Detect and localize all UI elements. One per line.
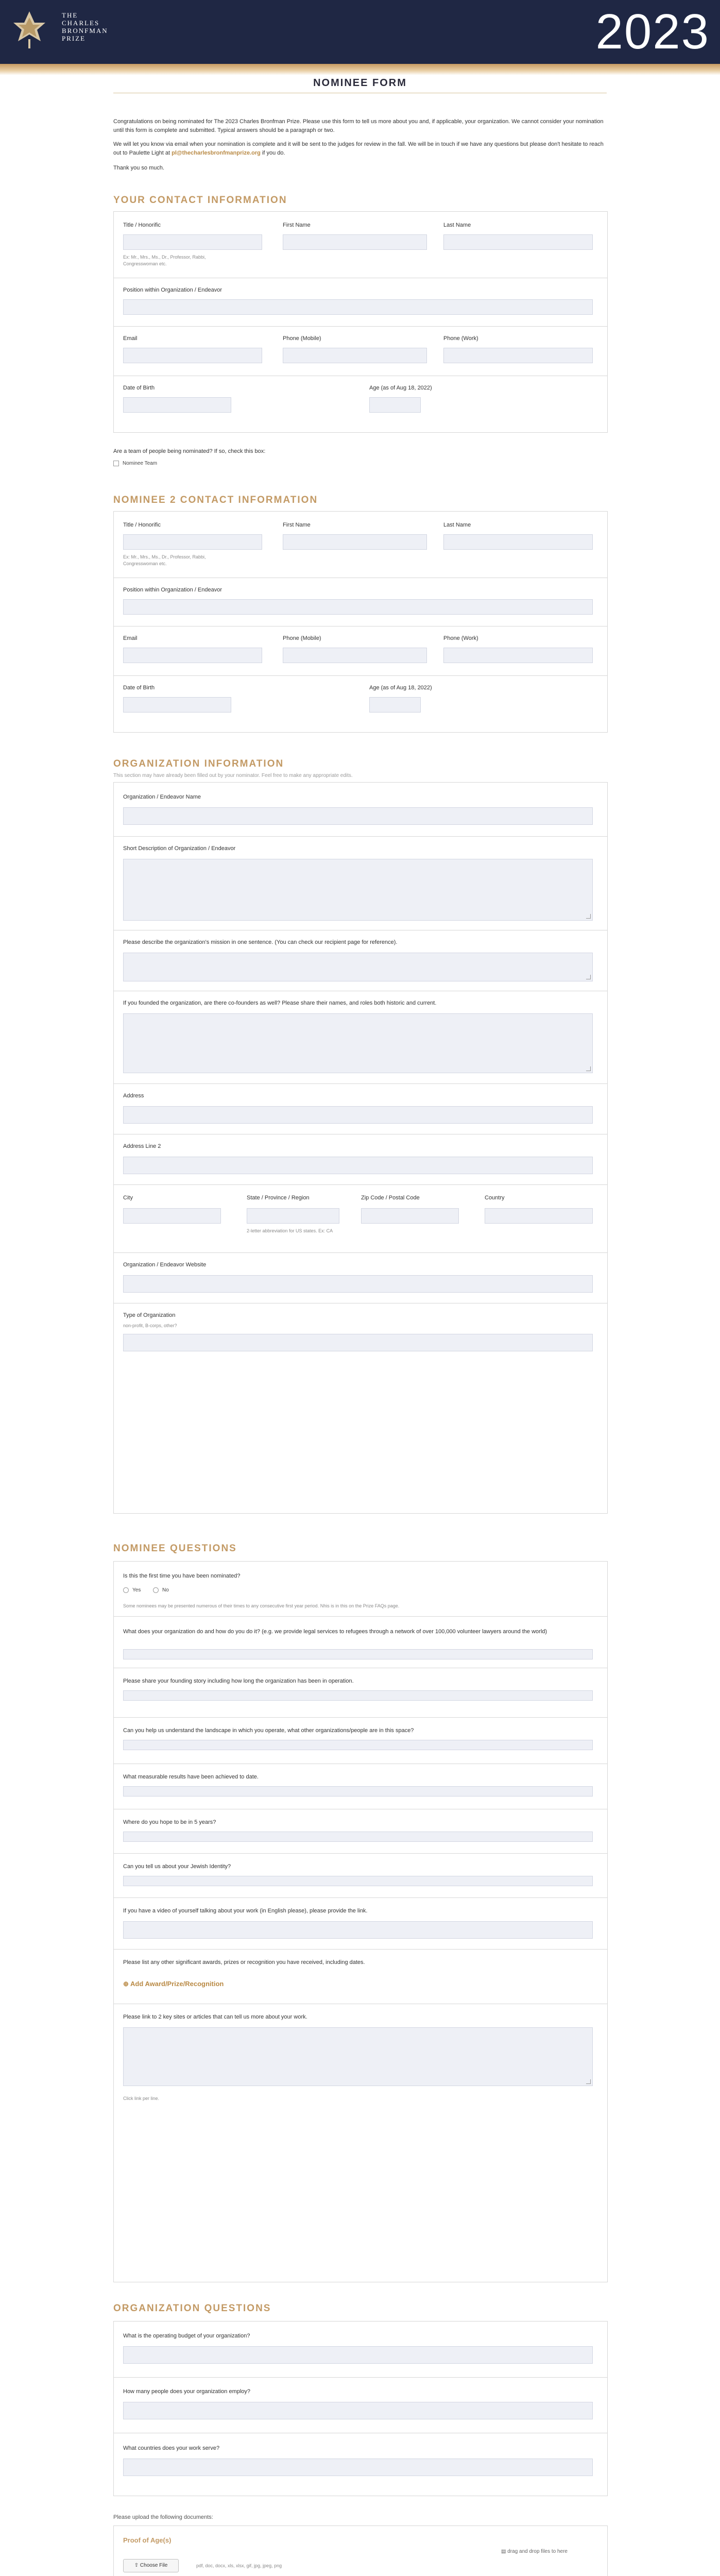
phone-work-label: Phone (Work) [443, 335, 478, 342]
site-header [0, 0, 720, 64]
q-work-label: What does your organization do and how do you do it? (e.g. we provide legal services to refugees through a network of over 100,000 volunteer lawyers around the world) [123, 1629, 547, 1635]
phone-work2-label: Phone (Work) [443, 635, 478, 641]
first-time-no-label: No [162, 1587, 169, 1593]
countries-label: What countries does your work serve? [123, 2445, 220, 2451]
choose-file-button[interactable]: ⇧ Choose File [123, 2559, 179, 2572]
org-name-input[interactable] [123, 807, 593, 825]
short-desc-label: Short Description of Organization / Endeavor [123, 845, 236, 852]
plus-circle-icon: ⊕ [123, 1980, 129, 1988]
title2-hint: Ex: Mr., Mrs., Ms., Dr., Professor, Rabbi, Congresswoman etc. [123, 554, 206, 566]
uploads-card [113, 2526, 608, 2576]
phone-mobile2-label: Phone (Mobile) [283, 635, 321, 641]
contact2-card [113, 511, 608, 733]
q-identity-input[interactable] [123, 1876, 593, 1886]
phone-work-input[interactable] [443, 348, 593, 363]
gold-banner [0, 64, 720, 75]
title2-input[interactable] [123, 534, 262, 550]
position2-input[interactable] [123, 599, 593, 615]
phone-mobile-label: Phone (Mobile) [283, 335, 321, 342]
first-time-hint: Some nominees may be presented numerous of their times to any consecutive first year period. Nhis is in this on the Prize FAQs page. [123, 1603, 400, 1608]
age-label: Age (as of Aug 18, 2022) [369, 385, 432, 391]
budget-label: What is the operating budget of your organization? [123, 2333, 250, 2339]
mission-label: Please describe the organization's mission in one sentence. (You can check our recipient page for reference). [123, 939, 398, 945]
section-contact: YOUR CONTACT INFORMATION [113, 195, 287, 206]
country-label: Country [485, 1195, 505, 1201]
team-option-label: Nominee Team [123, 461, 158, 466]
section-contact-2: NOMINEE 2 CONTACT INFORMATION [113, 495, 318, 505]
phone-mobile-input[interactable] [283, 348, 427, 363]
contact-card [113, 211, 608, 433]
address-label: Address [123, 1093, 144, 1099]
q-identity-label: Can you tell us about your Jewish Identity? [123, 1863, 231, 1870]
city-input[interactable] [123, 1208, 221, 1224]
address-input[interactable] [123, 1106, 593, 1124]
drag-drop-hint: ▤ drag and drop files to here [501, 2549, 568, 2554]
countries-input[interactable] [123, 2459, 593, 2476]
section-org-questions: ORGANIZATION QUESTIONS [113, 2303, 271, 2314]
city-label: City [123, 1195, 133, 1201]
file-types-hint: pdf, doc, docx, xls, xlsx, gif, jpg, jpeg, png [196, 2563, 282, 2568]
upload-label-proof-of-age: Proof of Age(s) [123, 2536, 172, 2544]
q-results-input[interactable] [123, 1786, 593, 1797]
dob-input[interactable] [123, 397, 231, 413]
questions-card [113, 1561, 608, 2282]
founders-textarea[interactable] [123, 1013, 593, 1073]
q-future-input[interactable] [123, 1832, 593, 1842]
org-questions-card [113, 2321, 608, 2496]
budget-input[interactable] [123, 2346, 593, 2364]
state-input[interactable] [247, 1208, 339, 1224]
website-input[interactable] [123, 1275, 593, 1293]
first-name2-input[interactable] [283, 534, 427, 550]
phone-mobile2-input[interactable] [283, 648, 427, 663]
page-title: NOMINEE FORM [313, 77, 407, 89]
dob-label: Date of Birth [123, 385, 155, 391]
upload-icon: ⇧ [134, 2563, 139, 2568]
star-logo-icon [12, 10, 46, 49]
phone-work2-input[interactable] [443, 648, 593, 663]
title-label: Title / Honorific [123, 222, 161, 228]
uploads-intro: Please upload the following documents: [113, 2514, 213, 2520]
short-desc-textarea[interactable] [123, 859, 593, 921]
year-title: 2023 [595, 4, 710, 59]
first-time-label: Is this the first time you have been nominated? [123, 1573, 241, 1579]
org-type-hint: non-profit, B-corps, other? [123, 1323, 177, 1328]
intro-paragraph-1: Congratulations on being nominated for The 2023 Charles Bronfman Prize. Please use this form to tell us more about you and, if applicable, your organization. We cannot consider your nomination until this form is complete and submitted. Typical answers should be a paragraph or two. [113, 118, 604, 133]
q-landscape-input[interactable] [123, 1740, 593, 1750]
q-work-input[interactable] [123, 1649, 593, 1659]
email-input[interactable] [123, 348, 262, 363]
add-award-button[interactable]: ⊕ Add Award/Prize/Recognition [123, 1980, 224, 1988]
first-time-no-radio[interactable] [153, 1587, 159, 1593]
org-card [113, 782, 608, 1514]
team-question: Are a team of people being nominated? If so, check this box: [113, 448, 266, 454]
title-input[interactable] [123, 234, 262, 250]
email-label: Email [123, 335, 138, 342]
q-links-textarea[interactable] [123, 2027, 593, 2086]
org-type-label: Type of Organization [123, 1312, 176, 1318]
zip-label: Zip Code / Postal Code [361, 1195, 420, 1201]
intro-paragraph-2: We will let you know via email when your nomination is complete and it will be sent to the judges for review in the fall. We will be in touch if we have any questions but please don't hesitate to reach out to Paulette Light at pl@thecharlesbronfmanprize.org if you do. [113, 141, 604, 156]
address2-label: Address Line 2 [123, 1143, 161, 1149]
logo-text: THE CHARLES BRONFMAN PRIZE [62, 11, 108, 42]
first-name2-label: First Name [283, 522, 311, 528]
folder-icon: ▤ [501, 2549, 506, 2554]
email2-input[interactable] [123, 648, 262, 663]
section-organization: ORGANIZATION INFORMATION [113, 758, 284, 769]
last-name2-label: Last Name [443, 522, 471, 528]
last-name-input[interactable] [443, 234, 593, 250]
dob2-label: Date of Birth [123, 685, 155, 691]
state-hint: 2-letter abbreviation for US states. Ex: CA [247, 1228, 333, 1233]
q-video-label: If you have a video of yourself talking about your work (in English please), please provide the link. [123, 1908, 368, 1914]
first-time-yes-radio[interactable] [123, 1587, 129, 1593]
q-links-label: Please link to 2 key sites or articles that can tell us more about your work. [123, 2014, 307, 2020]
q-links-hint: Click link per line. [123, 2096, 160, 2101]
q-story-label: Please share your founding story including how long the organization has been in operation. [123, 1678, 354, 1684]
dob2-input[interactable] [123, 697, 231, 713]
org-subtitle: This section may have already been filled out by your nominator. Feel free to make any appropriate edits. [113, 773, 353, 778]
section-nominee-questions: NOMINEE QUESTIONS [113, 1543, 237, 1554]
q-story-input[interactable] [123, 1690, 593, 1701]
first-time-yes-label: Yes [132, 1587, 141, 1593]
country-input[interactable] [485, 1208, 593, 1224]
team-checkbox[interactable] [113, 461, 119, 466]
intro-thanks: Thank you so much. [113, 165, 165, 171]
zip-input[interactable] [361, 1208, 459, 1224]
mission-textarea[interactable] [123, 953, 593, 981]
position-label: Position within Organization / Endeavor [123, 287, 222, 293]
q-awards-label: Please list any other significant awards, prizes or recognition you have received, including dates. [123, 1959, 365, 1965]
q-video-input[interactable] [123, 1921, 593, 1939]
founders-label: If you founded the organization, are there co-founders as well? Please share their names, and roles both historic and current. [123, 1000, 437, 1006]
q-results-label: What measurable results have been achieved to date. [123, 1774, 259, 1780]
org-type-input[interactable] [123, 1334, 593, 1351]
age2-input[interactable] [369, 697, 421, 713]
position-input[interactable] [123, 299, 593, 315]
org-name-label: Organization / Endeavor Name [123, 794, 201, 800]
state-label: State / Province / Region [247, 1195, 310, 1201]
last-name2-input[interactable] [443, 534, 593, 550]
age2-label: Age (as of Aug 18, 2022) [369, 685, 432, 691]
position2-label: Position within Organization / Endeavor [123, 587, 222, 593]
first-name-input[interactable] [283, 234, 427, 250]
employees-input[interactable] [123, 2402, 593, 2419]
first-name-label: First Name [283, 222, 311, 228]
last-name-label: Last Name [443, 222, 471, 228]
email2-label: Email [123, 635, 138, 641]
age-input[interactable] [369, 397, 421, 413]
q-landscape-label: Can you help us understand the landscape in which you operate, what other organizations/people are in this space? [123, 1727, 414, 1734]
title2-label: Title / Honorific [123, 522, 161, 528]
website-label: Organization / Endeavor Website [123, 1262, 207, 1268]
title-hint: Ex: Mr., Mrs., Ms., Dr., Professor, Rabbi, Congresswoman etc. [123, 255, 206, 266]
contact-email-link[interactable]: pl@thecharlesbronfmanprize.org [172, 150, 261, 156]
address2-input[interactable] [123, 1157, 593, 1174]
q-future-label: Where do you hope to be in 5 years? [123, 1819, 216, 1825]
employees-label: How many people does your organization employ? [123, 2388, 251, 2395]
